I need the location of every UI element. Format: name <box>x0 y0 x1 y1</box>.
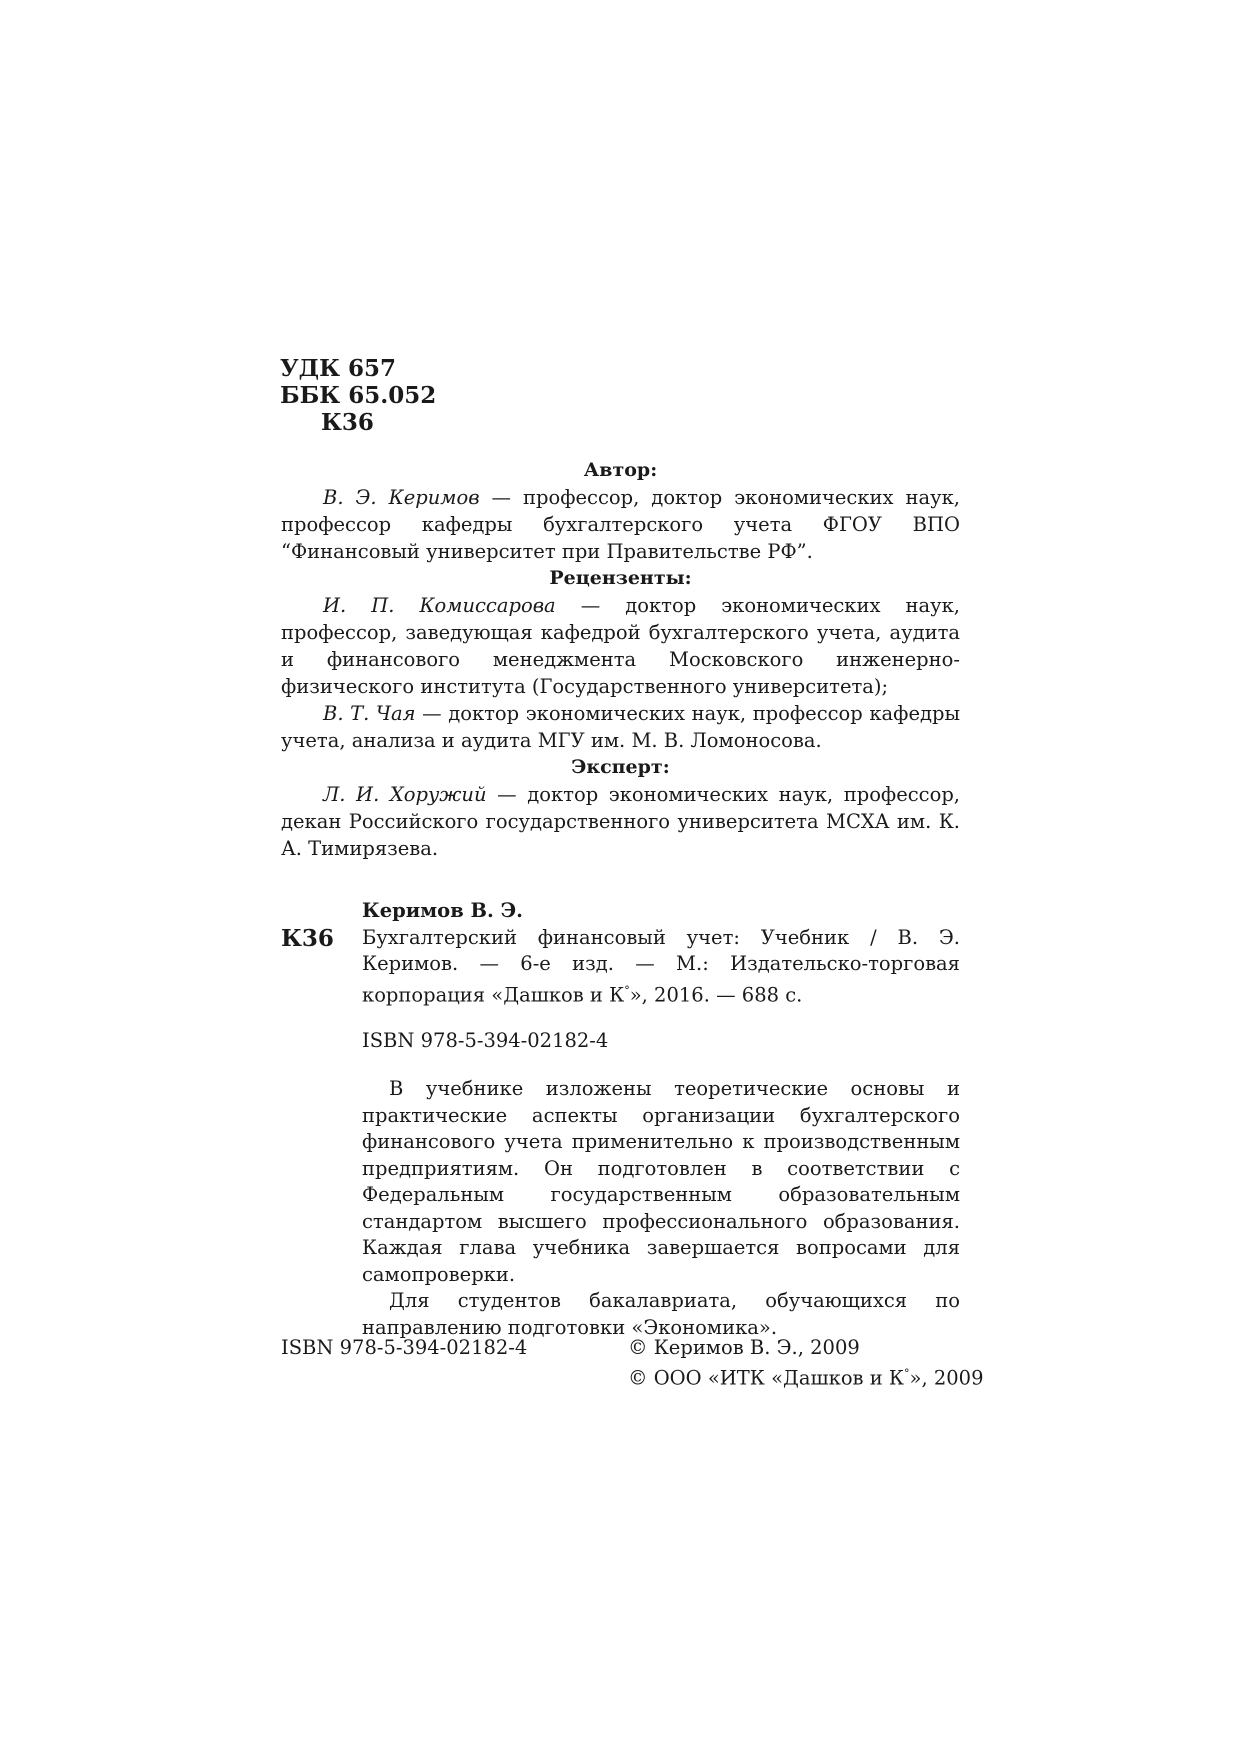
expert-name: Л. И. Хоружий <box>323 783 487 806</box>
annotation <box>362 1076 960 1341</box>
reviewers-heading: Рецензенты: <box>549 567 692 589</box>
description-sup: ° <box>624 983 630 997</box>
reviewers-section <box>281 565 960 754</box>
footer-isbn: ISBN 978-5-394-02182-4 <box>281 1336 528 1359</box>
copyright-author: © Керимов В. Э., 2009 <box>628 1336 860 1359</box>
author-name: В. Э. Керимов <box>323 486 480 509</box>
description-text-end: », 2016. — 688 с. <box>629 983 803 1006</box>
copyright-publisher-text-end: », 2009 <box>909 1366 984 1390</box>
author-text: — профессор, доктор экономических наук, профессор кафедры бухгалтерского учета ФГОУ ВПО “Финансовый университет при Правительстве РФ”. <box>281 486 960 563</box>
copyright-publisher-sup: ° <box>904 1367 910 1380</box>
expert-text: — доктор экономических наук, профессор, декан Российского государственного университета МСХА им. К. А. Тимирязева. <box>281 783 960 860</box>
bibliographic-isbn: ISBN 978-5-394-02182-4 <box>362 1029 609 1052</box>
bibliographic-description <box>362 925 960 1009</box>
author-paragraph <box>281 484 960 565</box>
copyright-publisher-text: © ООО «ИТК «Дашков и К <box>628 1366 905 1390</box>
author-mark: К36 <box>321 409 374 436</box>
expert-paragraph <box>281 781 960 862</box>
copyright-publisher <box>628 1361 984 1392</box>
bbk-code: ББК 65.052 <box>280 382 437 409</box>
reviewer-name: И. П. Комиссарова <box>323 594 556 617</box>
expert-heading: Эксперт: <box>571 756 670 778</box>
annotation-paragraph: В учебнике изложены теоретические основы и практические аспекты организации бухгалтерского финансового учета применительно к производственным предприятиям. Он подготовлен в соответствии с Федеральным государственным образовательным стандартом высшего профессионального образования. Каждая глава учебника завершается вопросами для самопроверки. <box>362 1077 960 1286</box>
description-text: Бухгалтерский финансовый учет: Учебник / В. Э. Керимов. — 6-е изд. — М.: Издательско-торговая корпорация «Дашков и К <box>362 925 960 1006</box>
classification-codes <box>280 355 436 436</box>
expert-section <box>281 754 960 862</box>
reviewer-text: — доктор экономических наук, профессор, заведующая кафедрой бухгалтерского учета, аудита и финансового менеджмента Московского инженерно-физического института (Государственного университета); <box>281 594 960 698</box>
reviewer-paragraph <box>281 700 960 754</box>
author-section <box>281 457 960 565</box>
bibliographic-author: Керимов В. Э. <box>362 899 523 922</box>
reviewer-paragraph <box>281 592 960 700</box>
reviewer-text: — доктор экономических наук, профессор кафедры учета, анализа и аудита МГУ им. М. В. Ломоносова. <box>281 702 960 752</box>
udk-code: УДК 657 <box>280 355 397 382</box>
author-heading: Автор: <box>583 459 658 481</box>
bibliographic-record <box>362 898 960 1009</box>
bibliographic-mark: К36 <box>281 925 334 952</box>
annotation-paragraph: Для студентов бакалавриата, обучающихся по направлению подготовки «Экономика». <box>362 1289 960 1339</box>
reviewer-name: В. Т. Чая <box>323 702 416 725</box>
